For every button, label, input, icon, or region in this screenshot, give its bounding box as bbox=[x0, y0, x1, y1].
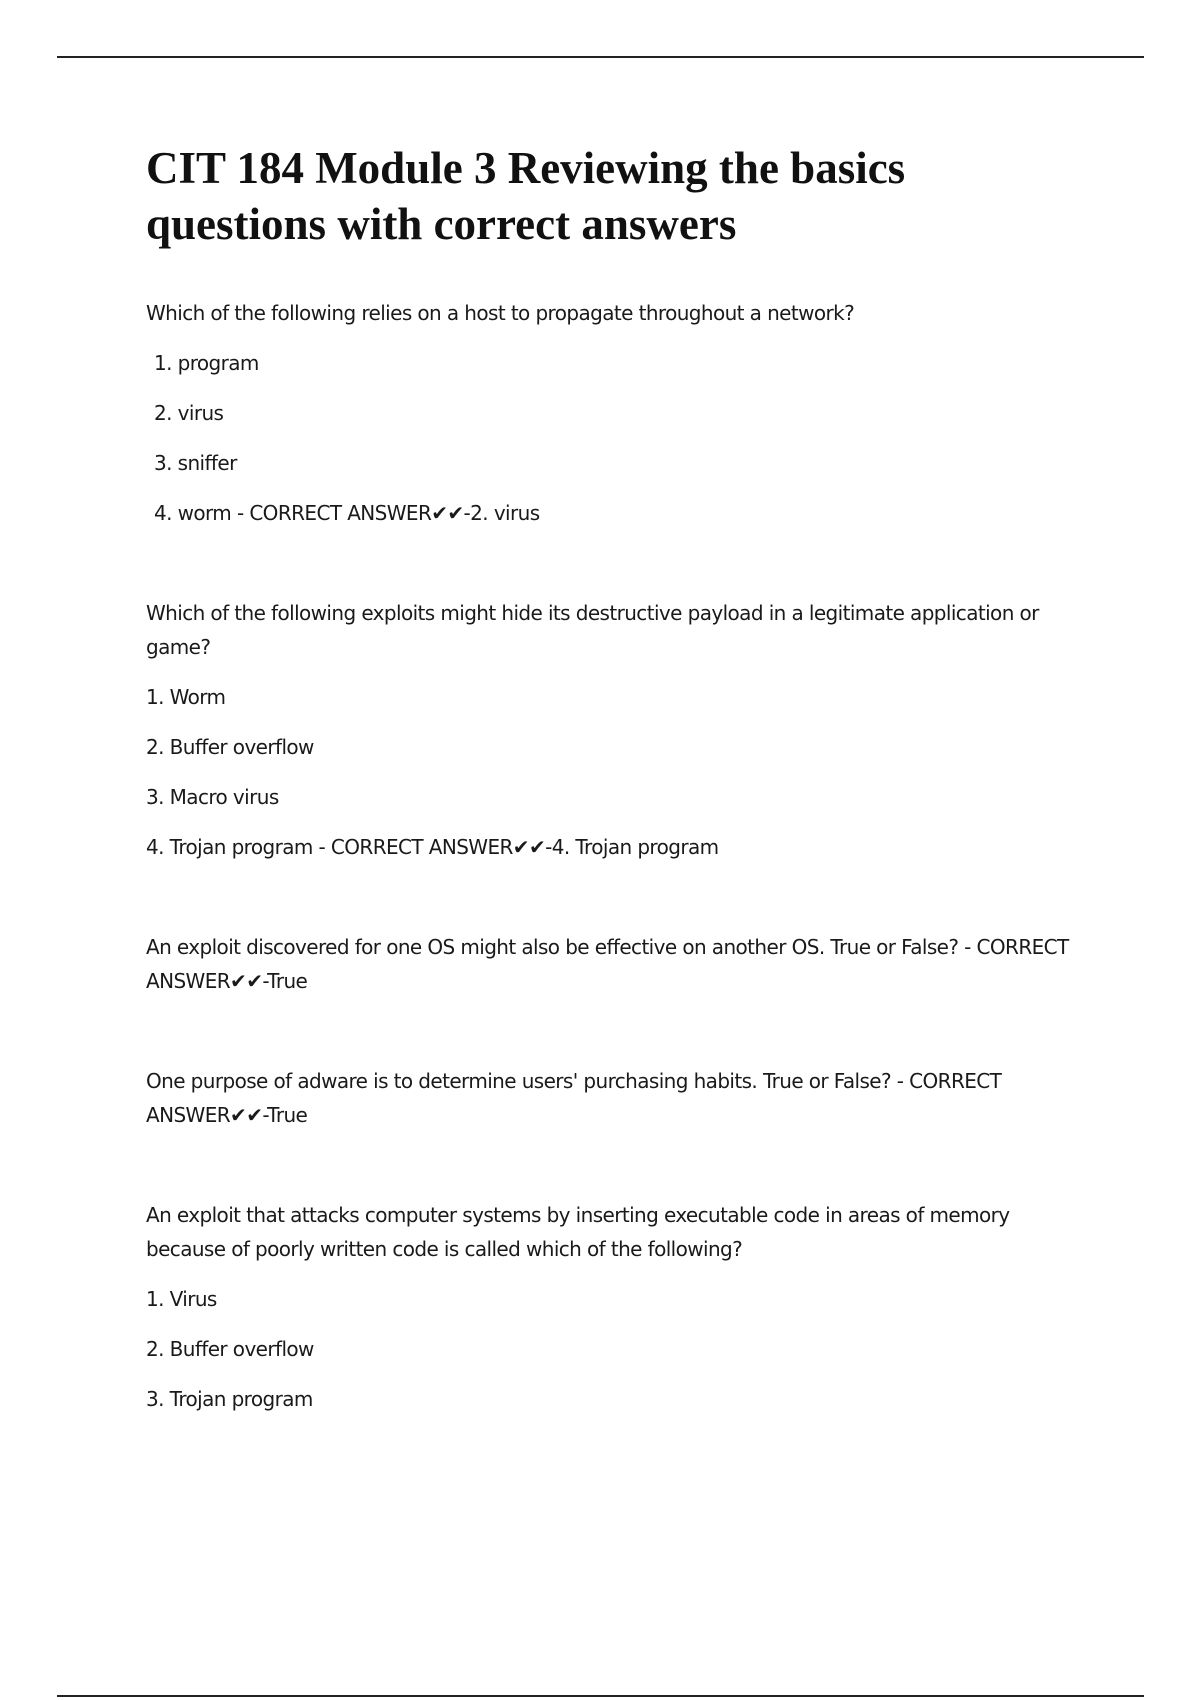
document-title: CIT 184 Module 3 Reviewing the basics questions with correct answers bbox=[146, 143, 906, 249]
question-1 bbox=[146, 296, 1086, 530]
answer-option: 3. Macro virus bbox=[146, 785, 279, 809]
answer-option-with-correct-answer: 4. worm - CORRECT ANSWER✔✔-2. virus bbox=[154, 501, 540, 525]
top-rule bbox=[57, 56, 1144, 58]
answer-option: 2. Buffer overflow bbox=[146, 735, 314, 759]
answer-option: 2. virus bbox=[154, 401, 224, 425]
answer-option: 2. Buffer overflow bbox=[146, 1337, 314, 1361]
answer-option: 1. Virus bbox=[146, 1287, 217, 1311]
answer-option: 1. Worm bbox=[146, 685, 226, 709]
question-text: An exploit discovered for one OS might also be effective on another OS. True or False? - CORRECT ANSWER✔✔-True bbox=[146, 935, 1069, 993]
answer-option: 3. Trojan program bbox=[146, 1387, 313, 1411]
answer-option-with-correct-answer: 4. Trojan program - CORRECT ANSWER✔✔-4. Trojan program bbox=[146, 835, 719, 859]
question-text: An exploit that attacks computer systems by inserting executable code in areas of memory because of poorly written code is called which of the following? bbox=[146, 1203, 1010, 1261]
question-5 bbox=[146, 1198, 1086, 1416]
question-text: Which of the following relies on a host to propagate throughout a network? bbox=[146, 301, 855, 325]
question-3 bbox=[146, 930, 1086, 998]
document-body bbox=[146, 140, 1086, 1482]
question-text: One purpose of adware is to determine users' purchasing habits. True or False? - CORRECT ANSWER✔✔-True bbox=[146, 1069, 1002, 1127]
question-2 bbox=[146, 596, 1086, 864]
answer-option: 3. sniffer bbox=[154, 451, 237, 475]
question-text: Which of the following exploits might hide its destructive payload in a legitimate application or game? bbox=[146, 601, 1039, 659]
answer-option: 1. program bbox=[154, 351, 259, 375]
question-4 bbox=[146, 1064, 1086, 1132]
bottom-rule bbox=[57, 1695, 1144, 1697]
